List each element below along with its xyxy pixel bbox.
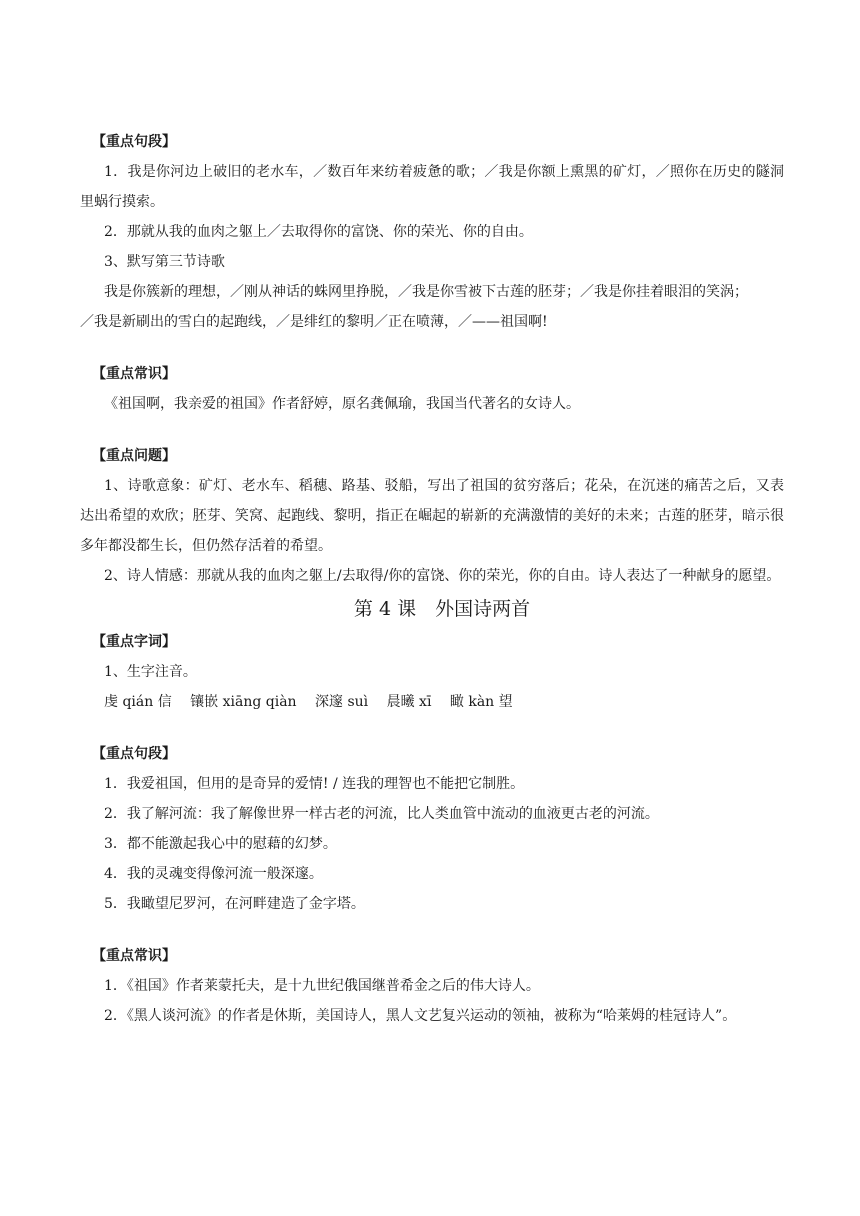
pinyin-item: 瞰 kàn 望 (449, 694, 513, 710)
key-sentence-3: 3、默写第三节诗歌 (104, 254, 225, 270)
sentence-item: 4．我的灵魂变得像河流一般深邃。 (104, 866, 323, 882)
key-sentence-2: 2．那就从我的血肉之躯上／去取得你的富饶、你的荣光、你的自由。 (104, 224, 533, 240)
poem-line-2: ／我是新刷出的雪白的起跑线，／是绯红的黎明／正在喷薄，／——祖国啊! (80, 314, 548, 330)
pinyin-item: 虔 qián 信 (104, 694, 172, 710)
lesson-title: 第 4 课 外国诗两首 (353, 598, 531, 620)
sentence-item: 1．我爱祖国，但用的是奇异的爱情! / 连我的理智也不能把它制胜。 (104, 776, 525, 792)
pinyin-item: 深邃 suì (315, 694, 369, 710)
knowledge-text: 《祖国啊，我亲爱的祖国》作者舒婷，原名龚佩瑜，我国当代著名的女诗人。 (104, 396, 580, 412)
section-heading-key-knowledge-2: 【重点常识】 (92, 948, 176, 964)
sentence-item: 2．我了解河流：我了解像世界一样古老的河流，比人类血管中流动的血液更古老的河流。 (104, 806, 659, 822)
section-heading-key-knowledge: 【重点常识】 (92, 366, 176, 382)
pinyin-list (80, 687, 784, 717)
pinyin-item: 镶嵌 xiāng qiàn (190, 694, 297, 710)
sentence-item: 3．都不能激起我心中的慰藉的幻梦。 (104, 836, 337, 852)
key-sentence-1: 1．我是你河边上破旧的老水车，／数百年来纺着疲惫的歌；／我是你额上熏黑的矿灯，／照你在历史的隧洞里蜗行摸索。 (80, 164, 784, 210)
question-2: 2、诗人情感：那就从我的血肉之躯上/去取得/你的富饶、你的荣光，你的自由。诗人表达了一种献身的愿望。 (104, 568, 781, 584)
section-heading-key-sentences: 【重点句段】 (92, 134, 176, 150)
section-heading-key-questions: 【重点问题】 (92, 448, 176, 464)
knowledge-item: 2．《黑人谈河流》的作者是休斯，美国诗人，黑人文艺复兴运动的领袖，被称为“哈莱姆的桂冠诗人”。 (104, 1008, 737, 1024)
document-content (80, 127, 784, 1031)
poem-line-1: 我是你簇新的理想，／刚从神话的蛛网里挣脱，／我是你雪被下古莲的胚芽；／我是你挂着眼泪的笑涡； (104, 284, 748, 300)
question-1: 1、诗歌意象：矿灯、老水车、稻穗、路基、驳船，写出了祖国的贫穷落后；花朵，在沉迷的痛苦之后，又表达出希望的欢欣；胚芽、笑窝、起跑线、黎明，指正在崛起的崭新的充满激情的美好的未来；古莲的胚芽，暗示很多年都没都生长，但仍然存活着的希望。 (80, 478, 784, 554)
section-heading-key-words: 【重点字词】 (92, 634, 176, 650)
knowledge-item: 1．《祖国》作者莱蒙托夫，是十九世纪俄国继普希金之后的伟大诗人。 (104, 978, 540, 994)
section-heading-key-sentences-2: 【重点句段】 (92, 746, 176, 762)
pinyin-item: 晨曦 xī (386, 694, 432, 710)
sentence-item: 5．我瞰望尼罗河，在河畔建造了金字塔。 (104, 896, 365, 912)
pinyin-intro: 1、生字注音。 (104, 664, 197, 680)
